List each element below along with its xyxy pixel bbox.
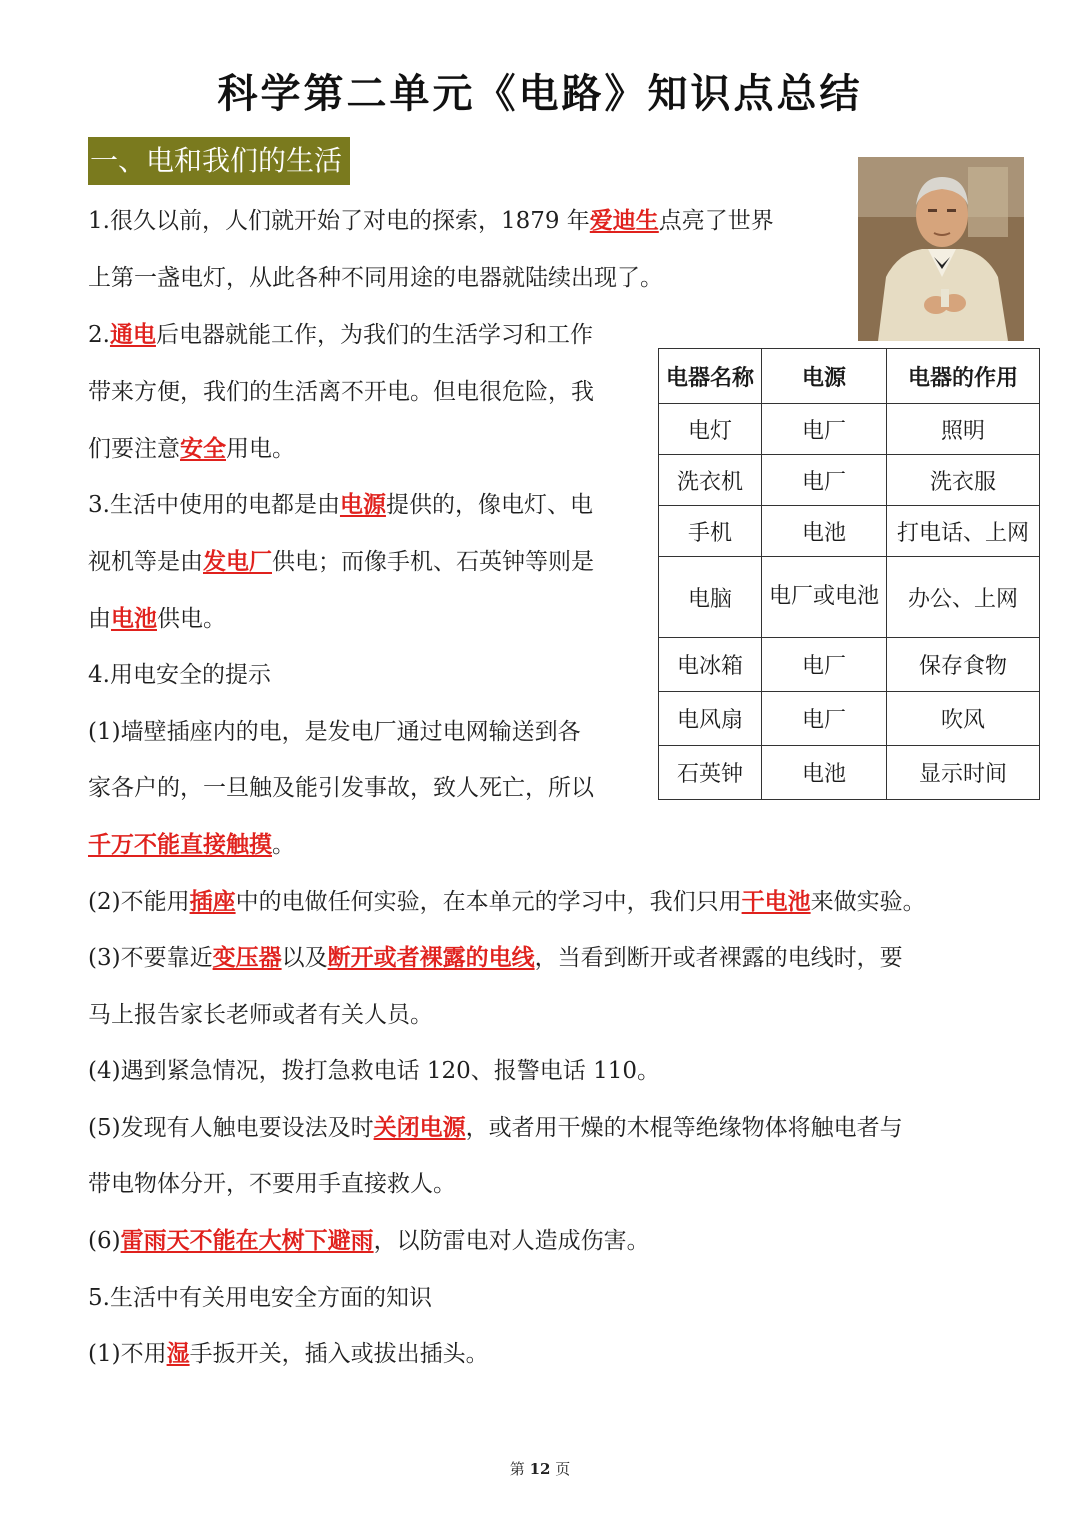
- text-segment: 带电物体分开，不要用手直接救人。: [88, 1171, 456, 1197]
- text-segment: 点亮了世界: [658, 208, 774, 234]
- text-segment: 后电器就能工作，为我们的生活学习和工作: [155, 322, 593, 348]
- page-footer: [0, 1458, 1080, 1479]
- table-cell: 电风扇: [659, 692, 762, 746]
- text-segment: 视机等是由: [88, 549, 203, 575]
- text-line: [88, 771, 594, 805]
- text-line: [88, 1054, 660, 1088]
- text-line: [88, 1167, 456, 1201]
- table-cell: 洗衣服: [887, 455, 1040, 506]
- table-row: [659, 557, 1040, 638]
- text-segment: 由: [88, 606, 111, 632]
- text-segment: 供电。: [157, 606, 226, 632]
- text-segment: 2.: [88, 322, 110, 348]
- keyword-highlight: 变压器: [212, 944, 282, 971]
- keyword-highlight: 爱迪生: [589, 207, 659, 234]
- table-row: [659, 638, 1040, 692]
- table-header-row: [659, 349, 1040, 404]
- text-segment: (5)发现有人触电要设法及时: [88, 1115, 374, 1141]
- text-segment: 以及: [281, 945, 328, 971]
- table-cell: 石英钟: [659, 746, 762, 800]
- table-cell: 显示时间: [887, 746, 1040, 800]
- table-cell: 办公、上网: [887, 557, 1040, 638]
- page-number: 12: [529, 1460, 551, 1478]
- text-segment: 中的电做任何实验，在本单元的学习中，我们只用: [235, 889, 742, 915]
- table-cell: 照明: [887, 404, 1040, 455]
- table-cell: 电厂或电池: [762, 557, 887, 638]
- keyword-highlight: 电池: [111, 605, 157, 632]
- text-line: [88, 318, 593, 352]
- table-cell: 电池: [762, 506, 887, 557]
- text-segment: (3)不要靠近: [88, 945, 213, 971]
- text-segment: ，以防雷电对人造成伤害。: [373, 1228, 650, 1254]
- keyword-highlight: 发电厂: [203, 548, 272, 575]
- table-cell: 保存食物: [887, 638, 1040, 692]
- text-segment: 用电。: [226, 436, 295, 462]
- keyword-highlight: 千万不能直接触摸: [88, 831, 272, 858]
- text-segment: 马上报告家长老师或者有关人员。: [88, 1002, 433, 1028]
- text-line: [88, 545, 594, 579]
- text-segment: 5.生活中有关用电安全方面的知识: [88, 1285, 432, 1311]
- text-segment: 。: [272, 832, 295, 858]
- table-cell: 电厂: [762, 404, 887, 455]
- text-segment: 上第一盏电灯，从此各种不同用途的电器就陆续出现了。: [88, 265, 663, 291]
- text-segment: (1)墙壁插座内的电，是发电厂通过电网输送到各: [88, 719, 581, 745]
- text-segment: (2)不能用: [88, 889, 190, 915]
- text-line: [88, 1224, 650, 1258]
- table-cell: 电脑: [659, 557, 762, 638]
- text-line: [88, 998, 433, 1032]
- text-segment: 4.用电安全的提示: [88, 662, 271, 688]
- text-line: [88, 261, 663, 295]
- keyword-highlight: 安全: [180, 435, 226, 462]
- table-row: [659, 404, 1040, 455]
- text-line: [88, 828, 295, 862]
- page-title: 科学第二单元《电路》知识点总结: [217, 71, 863, 117]
- text-segment: 家各户的，一旦触及能引发事故，致人死亡，所以: [88, 775, 594, 801]
- text-segment: 带来方便，我们的生活离不开电。但电很危险，我: [88, 379, 594, 405]
- text-segment: (4)遇到紧急情况，拨打急救电话 120、报警电话 110。: [88, 1058, 661, 1084]
- text-line: [88, 1337, 489, 1371]
- text-segment: 3.生活中使用的电都是由: [88, 492, 340, 518]
- text-line: [88, 941, 903, 975]
- keyword-highlight: 电源: [339, 491, 386, 518]
- edison-portrait-image: [858, 157, 1024, 341]
- text-segment: 来做实验。: [810, 889, 926, 915]
- text-segment: ，当看到断开或者裸露的电线时，要: [534, 945, 903, 971]
- table-cell: 吹风: [887, 692, 1040, 746]
- table-cell: 洗衣机: [659, 455, 762, 506]
- text-segment: 供电；而像手机、石英钟等则是: [272, 549, 594, 575]
- keyword-highlight: 湿: [166, 1340, 190, 1367]
- table-cell: 手机: [659, 506, 762, 557]
- table-cell: 电厂: [762, 638, 887, 692]
- table-cell: 电池: [762, 746, 887, 800]
- text-line: [88, 1281, 432, 1315]
- text-line: [88, 1111, 903, 1145]
- keyword-highlight: 关闭电源: [373, 1114, 466, 1141]
- table-cell: 电厂: [762, 455, 887, 506]
- table-cell: 电灯: [659, 404, 762, 455]
- text-line: [88, 715, 581, 749]
- text-line: [88, 375, 594, 409]
- text-line: [88, 432, 295, 466]
- text-segment: ，或者用干燥的木棍等绝缘物体将触电者与: [465, 1115, 903, 1141]
- col-header-function: 电器的作用: [887, 349, 1040, 404]
- appliance-table: [658, 348, 1040, 800]
- table-row: [659, 455, 1040, 506]
- text-segment: (6): [88, 1228, 121, 1254]
- table-cell: 电厂: [762, 692, 887, 746]
- keyword-highlight: 插座: [189, 888, 236, 915]
- text-line: [88, 488, 593, 522]
- table-cell: 电冰箱: [659, 638, 762, 692]
- section-heading: 一、电和我们的生活: [88, 137, 350, 185]
- text-segment: 提供的，像电灯、电: [385, 492, 593, 518]
- col-header-name: 电器名称: [659, 349, 762, 404]
- keyword-highlight: 通电: [109, 321, 156, 348]
- text-line: [88, 602, 226, 636]
- keyword-highlight: 干电池: [741, 888, 811, 915]
- text-segment: (1)不用: [88, 1341, 167, 1367]
- text-line: [88, 204, 774, 238]
- footer-suffix: 页: [555, 1460, 571, 1478]
- keyword-highlight: 断开或者裸露的电线: [327, 944, 535, 971]
- table-row: [659, 746, 1040, 800]
- text-line: [88, 658, 271, 692]
- keyword-highlight: 雷雨天不能在大树下避雨: [120, 1227, 374, 1254]
- footer-prefix: 第: [509, 1460, 525, 1478]
- col-header-power-source: 电源: [762, 349, 887, 404]
- table-row: [659, 506, 1040, 557]
- text-segment: 1.很久以前，人们就开始了对电的探索，1879 年: [88, 208, 590, 234]
- table-row: [659, 692, 1040, 746]
- table-cell: 打电话、上网: [887, 506, 1040, 557]
- text-segment: 手扳开关，插入或拔出插头。: [189, 1341, 489, 1367]
- text-line: [88, 885, 926, 919]
- text-segment: 们要注意: [88, 436, 180, 462]
